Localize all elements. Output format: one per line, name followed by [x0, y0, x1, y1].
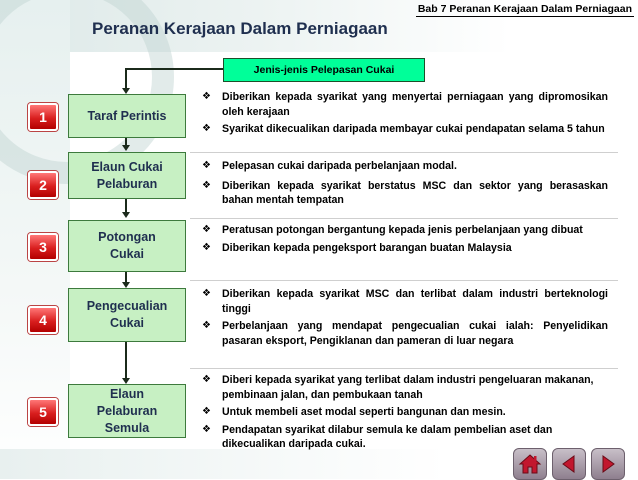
- arrow-right-icon: [597, 453, 619, 475]
- connector-main-vertical: [125, 68, 127, 90]
- diamond-bullet-icon: ❖: [202, 320, 211, 331]
- list-item: ❖ Diberi kepada syarikat yang terlibat dalam industri pengeluaran makanan, pembinaan jalan, dan pembukaan tanah: [202, 374, 594, 401]
- list-item: ❖ Pendapatan syarikat dilabur semula ke dalam pembelian aset dan dikecualikan daripada cukai.: [202, 423, 553, 450]
- step-number-1: 1: [28, 103, 58, 131]
- diamond-bullet-icon: ❖: [202, 406, 211, 417]
- step-label: Elaun Pelaburan Semula: [96, 386, 158, 435]
- chapter-label: Bab 7 Peranan Kerajaan Dalam Perniagaan: [417, 3, 632, 15]
- diamond-bullet-icon: ❖: [202, 288, 211, 299]
- list-item: ❖ Diberikan kepada syarikat berstatus MSC dan sektor yang berasaskan bahan mentah tempatan: [202, 179, 608, 206]
- diamond-bullet-icon: ❖: [202, 179, 211, 191]
- list-item: ❖ Diberikan kepada pengeksport barangan buatan Malaysia: [202, 241, 512, 254]
- list-item: ❖ Pelepasan cukai daripada perbelanjaan modal.: [202, 160, 457, 172]
- step-box-potongan-cukai: [68, 220, 186, 272]
- arrow-to-step-2: [122, 145, 130, 151]
- step-5-bullets: [202, 373, 608, 455]
- arrow-left-icon: [558, 453, 580, 475]
- next-button[interactable]: [591, 448, 625, 480]
- step-number-5: 5: [28, 398, 58, 426]
- page-title: Peranan Kerajaan Dalam Perniagaan: [92, 19, 388, 38]
- step-box-pengecualian-cukai: [68, 288, 186, 342]
- step-box-elaun-pelaburan-semula: [68, 384, 186, 438]
- step-label: Taraf Perintis: [87, 108, 167, 123]
- list-item: ❖ Syarikat dikecualikan daripada membayar cukai pendapatan selama 5 tahun: [202, 123, 605, 135]
- row-divider: [190, 368, 618, 369]
- step-box-elaun-cukai-pelaburan: [68, 152, 186, 199]
- step-1-bullets: [202, 90, 608, 140]
- previous-button[interactable]: [552, 448, 586, 480]
- diamond-bullet-icon: ❖: [202, 123, 211, 134]
- step-2-bullets: [202, 159, 608, 211]
- diamond-bullet-icon: ❖: [202, 374, 211, 385]
- diamond-bullet-icon: ❖: [202, 423, 211, 435]
- diamond-bullet-icon: ❖: [202, 224, 211, 235]
- relief-types-banner: Jenis-jenis Pelepasan Cukai: [223, 58, 425, 82]
- step-4-bullets: [202, 287, 608, 351]
- list-item: ❖ Diberikan kepada syarikat MSC dan terlibat dalam industri berteknologi tinggi: [202, 288, 608, 315]
- arrow-to-step-3: [122, 212, 130, 218]
- step-label: Pengecualian Cukai: [86, 299, 168, 330]
- step-number-3: 3: [28, 233, 58, 261]
- list-item: ❖ Perbelanjaan yang mendapat pengecualian cukai ialah: Penyelidikan pasaran eksport, Pengiklanan dan pameran di luar negara: [202, 320, 608, 347]
- diamond-bullet-icon: ❖: [202, 241, 211, 253]
- step-3-bullets: [202, 223, 608, 258]
- step-box-taraf-perintis: [68, 94, 186, 138]
- home-button[interactable]: [513, 448, 547, 480]
- row-divider: [190, 280, 618, 281]
- row-divider: [190, 152, 618, 153]
- connector-4-5: [125, 340, 127, 380]
- list-item: ❖ Diberikan kepada syarikat yang menyertai perniagaan yang dipromosikan oleh kerajaan: [202, 91, 608, 118]
- step-label: Potongan Cukai: [98, 230, 156, 261]
- row-divider: [190, 218, 618, 219]
- step-number-2: 2: [28, 171, 58, 199]
- step-number-4: 4: [28, 306, 58, 334]
- list-item: ❖ Untuk membeli aset modal seperti bangunan dan mesin.: [202, 406, 506, 418]
- list-item: ❖ Peratusan potongan bergantung kepada jenis perbelanjaan yang dibuat: [202, 224, 583, 236]
- connector-banner-horizontal: [126, 68, 223, 70]
- home-icon: [518, 453, 542, 475]
- diamond-bullet-icon: ❖: [202, 91, 211, 102]
- step-label: Elaun Cukai Pelaburan: [91, 159, 163, 191]
- diamond-bullet-icon: ❖: [202, 160, 211, 171]
